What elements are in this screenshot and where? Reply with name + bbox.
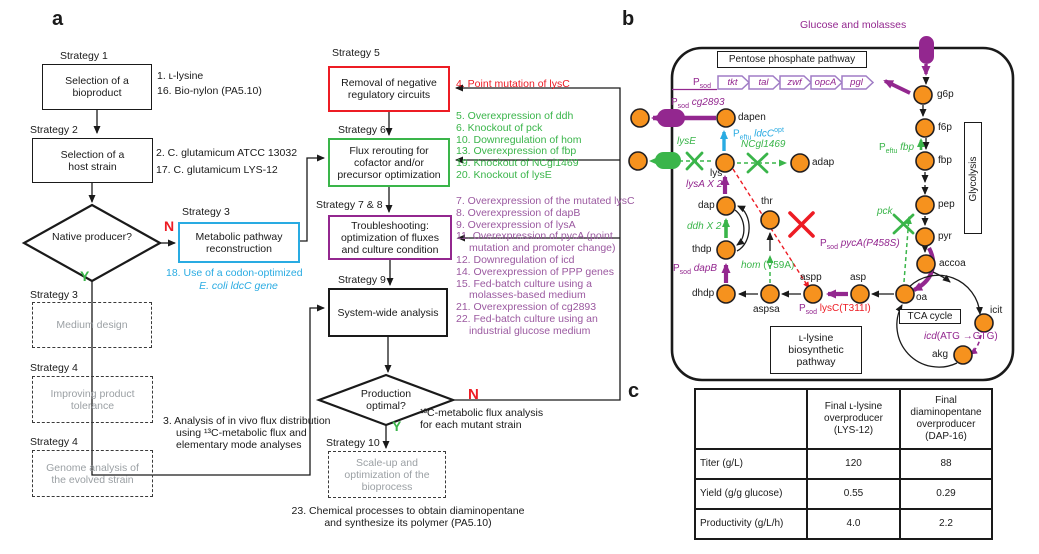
node-thr bbox=[761, 211, 779, 229]
list-item: 2. C. glutamicum ATCC 13032 bbox=[156, 147, 298, 159]
medium-design-text: Medium design bbox=[56, 319, 128, 331]
list-item: 20. Knockout of lysE bbox=[456, 168, 552, 181]
node-g6p bbox=[914, 86, 932, 104]
strategy10-label: Strategy 10 bbox=[326, 437, 380, 449]
list-item: 13. Overexpression of fbp bbox=[456, 145, 577, 158]
scaleup-text: Scale-up and optimization of the bioprocess bbox=[344, 456, 430, 493]
glucose-transporter bbox=[919, 36, 934, 64]
row-metric: Yield (g/g glucose) bbox=[695, 479, 807, 509]
lysE-label: lysE bbox=[677, 136, 696, 147]
operon-gene-zwf: zwf bbox=[787, 77, 802, 88]
node-asp bbox=[851, 285, 869, 303]
lysine-pathway-text: ʟ-lysine biosynthetic pathway bbox=[788, 332, 844, 368]
node-fbp bbox=[916, 152, 934, 170]
genome-text: Genome analysis of the evolved strain bbox=[46, 461, 139, 486]
oa-label: oa bbox=[916, 292, 928, 303]
host-box bbox=[32, 138, 153, 183]
removal-box bbox=[328, 66, 450, 112]
native-yes-label: Y bbox=[80, 268, 90, 284]
asp-label: asp bbox=[850, 272, 867, 283]
glucose-input-label: Glucose and molasses bbox=[800, 19, 907, 31]
node-f6p bbox=[916, 119, 934, 137]
node-aspp bbox=[804, 285, 822, 303]
flux-rerouting-text: Flux rerouting for cofactor and/or precursor optimization bbox=[337, 144, 441, 181]
tolerance-text: Improving product tolerance bbox=[50, 387, 135, 412]
codon-item bbox=[166, 267, 311, 292]
node-aspsa bbox=[761, 285, 779, 303]
list-item: 1. ʟ-lysine bbox=[157, 70, 204, 82]
adap-label: adap bbox=[812, 157, 835, 168]
icit-label: icit bbox=[990, 305, 1003, 316]
medium-design-box bbox=[32, 302, 152, 348]
flux-analysis-item: 3. Analysis of in vivo flux distribution using ¹³C-metabolic flux and elementary mode analyses bbox=[163, 415, 331, 451]
list-item: 15. Fed-batch culture using a molasses-based medium bbox=[456, 277, 592, 302]
strategy78-label: Strategy 7 & 8 bbox=[316, 199, 383, 211]
list-item: 19. Knockout of NCgl1469 bbox=[456, 157, 579, 170]
host-box-text: Selection of a host strain bbox=[60, 148, 125, 173]
list-item: 11. Overexpression of pycA (point mutation and promoter change) bbox=[456, 230, 616, 255]
strategy2-label: Strategy 2 bbox=[30, 124, 78, 136]
list-item: 12. Downregulation of icd bbox=[456, 253, 575, 266]
list-item: 18. Use of a codon-optimized bbox=[166, 267, 303, 279]
table-row bbox=[695, 479, 992, 509]
cg2893-label: $P_{sod}$ cg2893 bbox=[671, 97, 725, 110]
list-item: 6. Knockout of pck bbox=[456, 121, 543, 134]
lys-label: lys bbox=[710, 168, 723, 179]
troubleshooting-box bbox=[328, 215, 452, 260]
host-items bbox=[156, 145, 297, 179]
strategy4a-label: Strategy 4 bbox=[30, 362, 78, 374]
ddh-label: ddh X 2 bbox=[687, 221, 722, 232]
node-dhdp bbox=[717, 285, 735, 303]
bioproduct-box bbox=[42, 64, 152, 110]
troubleshooting-text: Troubleshooting: optimization of fluxes and culture condition bbox=[340, 219, 440, 256]
table-header-row bbox=[695, 389, 992, 449]
node-exported-dapen bbox=[631, 109, 649, 127]
node-oa bbox=[896, 285, 914, 303]
node-adap bbox=[791, 154, 809, 172]
table-header-lys12: Final ʟ-lysine overproducer (LYS-12) bbox=[807, 389, 900, 449]
node-pep bbox=[916, 196, 934, 214]
dap-label: dap bbox=[698, 200, 715, 211]
tca-cycle-box bbox=[899, 309, 961, 324]
list-item: 14. Overexpression of PPP genes bbox=[456, 265, 614, 278]
ldcc-label: $P_{eftu}$ ldcC$^{opt}$ bbox=[733, 127, 784, 142]
lysC-label: $P_{sod}$ lysC(T311I) bbox=[799, 303, 871, 316]
operon-gene-tkt: tkt bbox=[727, 77, 738, 88]
strategy1-label: Strategy 1 bbox=[60, 50, 108, 62]
table-row bbox=[695, 449, 992, 479]
table-header-empty bbox=[695, 389, 807, 449]
lys-exporter bbox=[655, 152, 681, 169]
list-item: 8. Overexpression of dapB bbox=[456, 206, 581, 219]
panel-a-label: a bbox=[52, 8, 64, 30]
production-no-label: N bbox=[468, 386, 479, 403]
row-metric: Titer (g/L) bbox=[695, 449, 807, 479]
list-item: 21. Overexpression of cg2893 bbox=[456, 301, 597, 314]
node-pyr bbox=[916, 228, 934, 246]
tca-cycle-text: TCA cycle bbox=[907, 311, 953, 322]
row-value: 0.55 bbox=[807, 479, 900, 509]
strategy4b-label: Strategy 4 bbox=[30, 436, 78, 448]
list-item: 5. Overexpression of ddh bbox=[456, 110, 574, 122]
node-thdp bbox=[717, 241, 735, 259]
pathway-recon-text: Metabolic pathway reconstruction bbox=[195, 230, 283, 255]
row-metric: Productivity (g/L/h) bbox=[695, 509, 807, 539]
ppp-title-box bbox=[717, 51, 867, 68]
strategy5-label: Strategy 5 bbox=[332, 47, 380, 59]
flux-rerouting-box bbox=[328, 138, 450, 187]
glycolysis-text: Glycolysis bbox=[968, 156, 979, 202]
glycolysis-box bbox=[964, 122, 982, 234]
dhdp-label: dhdp bbox=[692, 288, 715, 299]
table-header-dap16: Final diaminopentane overproducer (DAP-16) bbox=[900, 389, 992, 449]
g6p-label: g6p bbox=[937, 89, 954, 100]
native-producer-text: Native producer? bbox=[52, 231, 132, 243]
removal-text: Removal of negative regulatory circuits bbox=[341, 77, 437, 101]
aspsa-label: aspsa bbox=[753, 304, 780, 315]
operon-promoter-label: $P_{sod}$ bbox=[693, 77, 711, 90]
panel-b-label: b bbox=[622, 8, 635, 30]
node-accoa bbox=[917, 255, 935, 273]
pep-label: pep bbox=[938, 199, 955, 210]
production-yes-label: Y bbox=[392, 418, 402, 434]
operon-gene-tal: tal bbox=[758, 77, 769, 88]
pck-label: pck bbox=[877, 206, 893, 217]
pathway-recon-box bbox=[178, 222, 300, 263]
row-value: 4.0 bbox=[807, 509, 900, 539]
list-item: E. coli ldcC gene bbox=[199, 279, 278, 292]
dapB-label: $P_{sod}$ dapB bbox=[673, 263, 718, 276]
pyr-label: pyr bbox=[938, 231, 952, 242]
strategy9-label: Strategy 9 bbox=[338, 274, 386, 286]
native-no-label: N bbox=[164, 218, 175, 234]
list-item: 10. Downregulation of hom bbox=[456, 133, 582, 146]
hom-label: hom (V59A) bbox=[741, 260, 795, 271]
ncgl1469-label: NCgl1469 bbox=[741, 139, 786, 150]
point-mutation-item: 4. Point mutation of lysC bbox=[456, 78, 570, 90]
tolerance-box bbox=[32, 376, 153, 423]
strategy3b-label: Strategy 3 bbox=[30, 289, 78, 301]
flux-rerouting-items bbox=[456, 111, 588, 182]
operon-gene-pgl: pgl bbox=[850, 77, 863, 88]
thr-label: thr bbox=[761, 196, 773, 207]
bioproduct-items bbox=[157, 69, 262, 99]
strategy6-label: Strategy 6 bbox=[338, 124, 386, 136]
icd-label: icd(ATG →GTG) bbox=[924, 331, 998, 342]
row-value: 88 bbox=[900, 449, 992, 479]
lysA-label: lysA X 2 bbox=[686, 179, 723, 190]
system-analysis-box bbox=[328, 288, 448, 337]
scaleup-box bbox=[328, 451, 446, 498]
list-item: 9. Overexpression of lysA bbox=[456, 218, 576, 231]
row-value: 2.2 bbox=[900, 509, 992, 539]
lysine-pathway-box bbox=[770, 326, 862, 374]
list-item: 22. Fed-batch culture using an industrial glucose medium bbox=[456, 312, 598, 337]
panel-c-label: c bbox=[628, 380, 640, 402]
results-table bbox=[694, 388, 993, 540]
troubleshooting-items bbox=[456, 196, 636, 338]
pycA-label: $P_{sod}$ pycA(P458S) bbox=[820, 238, 900, 251]
row-value: 120 bbox=[807, 449, 900, 479]
list-item: 7. Overexpression of the mutated lysC bbox=[456, 195, 635, 207]
bioproduct-box-text: Selection of a bioproduct bbox=[65, 75, 129, 99]
operon-gene-opcA: opcA bbox=[814, 77, 837, 88]
accoa-label: accoa bbox=[939, 258, 966, 269]
akg-label: akg bbox=[932, 349, 949, 360]
strategy3-label: Strategy 3 bbox=[182, 206, 230, 218]
chemical-process-item: 23. Chemical processes to obtain diaminopentane and synthesize its polymer (PA5.10) bbox=[291, 505, 525, 529]
list-item: 16. Bio-nylon (PA5.10) bbox=[157, 85, 262, 97]
fbp-gene-label: $P_{eftu}$ fbp bbox=[879, 142, 915, 155]
c13-note: ¹³C-metabolic flux analysis for each mutant strain bbox=[420, 407, 544, 431]
list-item: 17. C. glutamicum LYS-12 bbox=[156, 164, 278, 176]
node-dap bbox=[717, 197, 735, 215]
aspp-label: aspp bbox=[800, 272, 822, 283]
f6p-label: f6p bbox=[938, 122, 952, 133]
thdp-label: thdp bbox=[692, 244, 712, 255]
node-exported-lys bbox=[629, 152, 647, 170]
row-value: 0.29 bbox=[900, 479, 992, 509]
system-analysis-text: System-wide analysis bbox=[337, 306, 439, 319]
native-producer-diamond bbox=[24, 205, 160, 281]
fbp-label: fbp bbox=[938, 155, 952, 166]
table-row bbox=[695, 509, 992, 539]
ppp-title-text: Pentose phosphate pathway bbox=[728, 54, 856, 65]
production-optimal-text: Production optimal? bbox=[360, 388, 412, 412]
node-akg bbox=[954, 346, 972, 364]
genome-box bbox=[32, 450, 153, 497]
dapen-label: dapen bbox=[738, 112, 766, 123]
